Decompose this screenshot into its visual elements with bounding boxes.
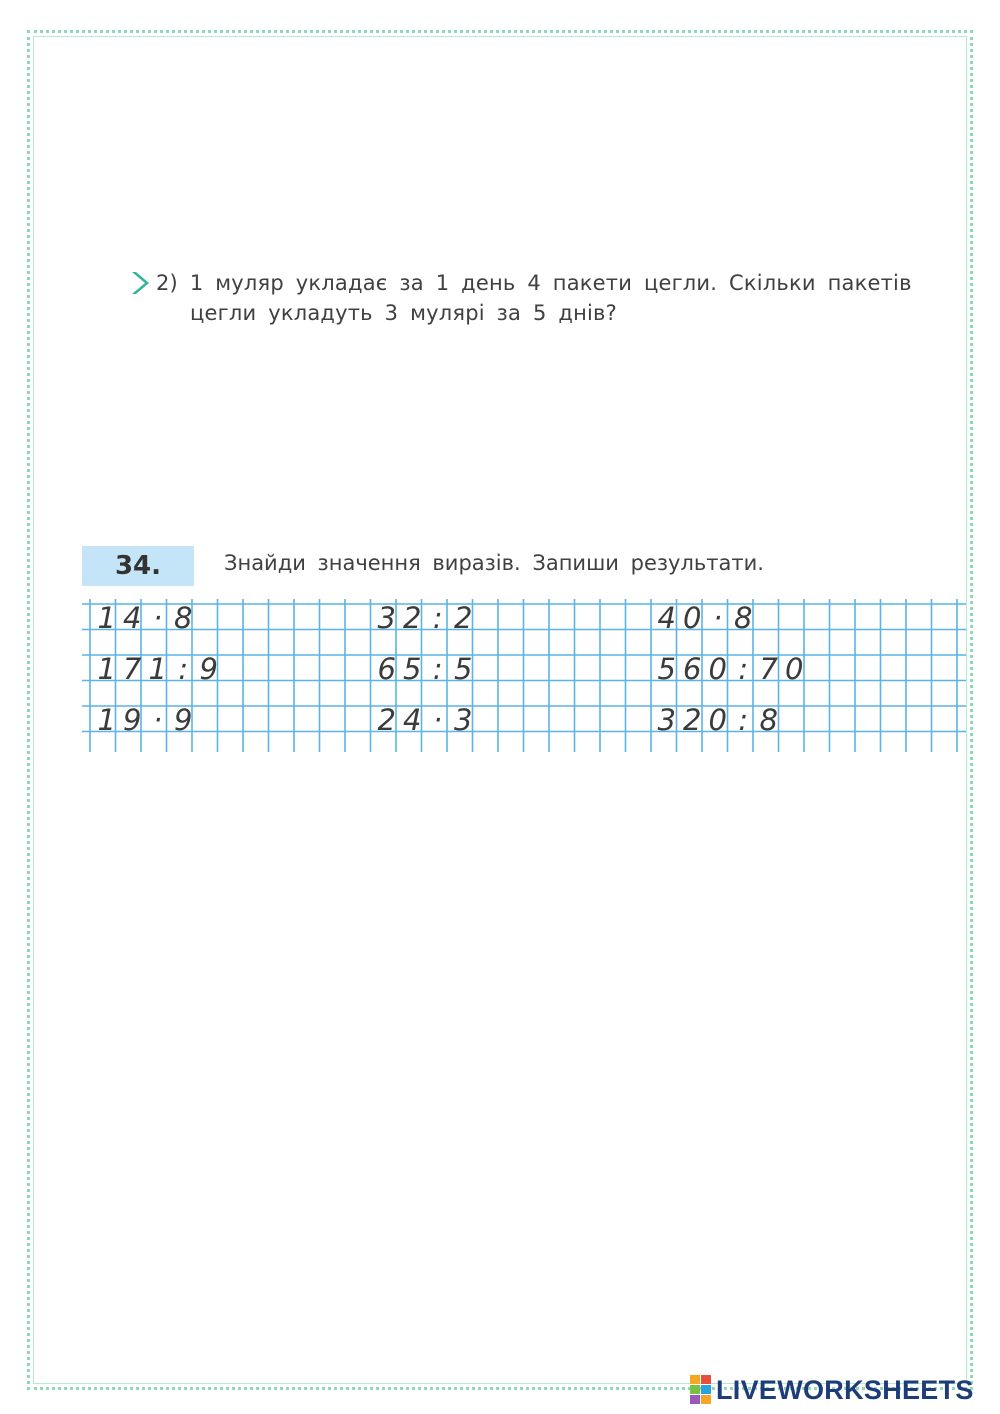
logo-text: LIVEWORKSHEETS xyxy=(716,1374,974,1405)
expression-r2-c2: 6 5 : 5 xyxy=(377,652,473,686)
liveworksheets-logo xyxy=(690,1374,974,1406)
exercise-number: 34. xyxy=(114,551,162,581)
expression-r2-c3: 5 6 0 : 7 0 xyxy=(657,652,804,686)
exercise-instruction: Знайди значення виразів. Запиши результати. xyxy=(224,551,764,575)
task-2-text-line-1: 2) 1 муляр укладає за 1 день 4 пакети цегли. Скільки пакетів xyxy=(156,271,912,295)
task-2-text-line-2: цегли укладуть 3 мулярі за 5 днів? xyxy=(190,301,617,325)
math-grid xyxy=(82,599,966,752)
chevron-right-icon xyxy=(128,270,150,296)
expression-r3-c1: 1 9 · 9 xyxy=(97,703,193,737)
expression-r1-c3: 4 0 · 8 xyxy=(657,601,753,635)
expression-r1-c2: 3 2 : 2 xyxy=(377,601,473,635)
logo-mark-icon xyxy=(690,1375,712,1405)
expression-r1-c1: 1 4 · 8 xyxy=(97,601,193,635)
expression-r2-c1: 1 7 1 : 9 xyxy=(97,652,218,686)
exercise-number-badge xyxy=(82,546,194,586)
expression-r3-c2: 2 4 · 3 xyxy=(377,703,473,737)
expression-r3-c3: 3 2 0 : 8 xyxy=(657,703,778,737)
